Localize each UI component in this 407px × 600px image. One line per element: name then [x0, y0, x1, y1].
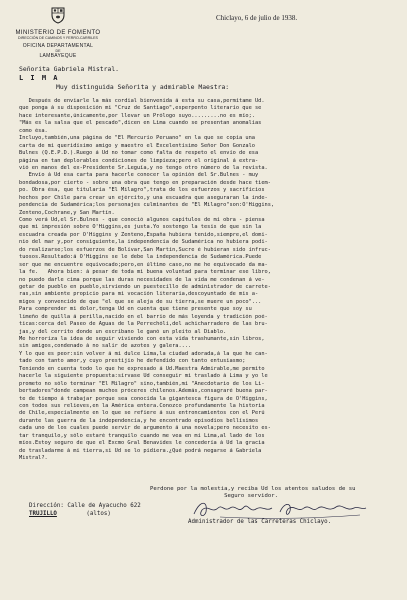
body-line: página en tan deplorables condiciones de limpieza;pero el original á extra-	[19, 157, 259, 164]
body-line: hechos por Chile para crear un ejército,y una escuadra que aseguraran la inde-	[19, 194, 268, 201]
body-line: ras,sin ambiente propicio para mi vocación literaria,descoyuntado de mis a-	[19, 291, 259, 298]
body-line: no puedo darle cima porque las duras necesidades de la vida me condenan á ve-	[19, 276, 265, 283]
body-line: Después de enviarle la más cordial bienvenida á esta su casa,permítame Ud.	[19, 98, 265, 104]
body-line: hace interesante,únicamente,por llevar un Prólogo suyo.........no es mío;.	[19, 112, 255, 119]
body-line: Como verá Ud,el Sr.Bulnes - que conoció algunos capítulos de mi obra - piensa	[19, 217, 265, 223]
body-line: como ésa.	[19, 127, 48, 134]
body-line: migos y convencido de que "el que se aleja de su tierra,se muere un poco"...	[19, 298, 262, 305]
body-line: Me horroriza la idea de seguir viviendo con esta vida trashumante,sin libros,	[19, 336, 265, 342]
body-line: do realizarse;los esfuerzos de Bolívar,San Martín,Sucre é hubieran sido infruc-	[19, 246, 271, 253]
address-city-line	[29, 511, 111, 517]
letter-body	[19, 98, 401, 462]
ministry-name: MINISTERIO DE FOMENTO	[15, 30, 101, 36]
body-line: cada uno de los cuales puede servir de argumento á una novela;pero necesito es-	[19, 425, 271, 432]
address-line: Dirección: Calle de Ayacucho 622	[29, 503, 141, 509]
body-line: "Más es la salsa que el pescado",dicen en Lima cuando se presentan anomalías	[19, 120, 262, 127]
body-line: Para comprender mi dolor,tenga Ud en cuenta que tiene presente que soy su	[19, 306, 252, 313]
body-line: hacerle la siguiente propuesta:sírvase Ud conseguir mi traslado á Lima y yo le	[19, 373, 268, 380]
direction-name: DIRECCIÓN DE CAMINOS Y FERRO-CARRILES	[18, 36, 98, 40]
region-name: LAMBAYEQUE	[39, 53, 77, 59]
body-line: de trasladarme á mi tierra,si Ud se lo pidiera.¿Qué podrá negarse á Gabriela	[19, 447, 262, 454]
body-line: tuosos.Resultado:á O'Higgins se le debe la independencia de Sudamérica.Puede	[19, 254, 262, 261]
body-line: bondadosa,por cierto - sobre una obra que tengo en preparación desde hace tiem-	[19, 179, 271, 186]
date-line	[216, 14, 297, 22]
address-floor: (altos)	[86, 511, 111, 517]
body-line: míos.Estoy seguro de que el Excmo Gral Benavides le concedería á Ud la gracia	[19, 440, 265, 447]
body-line: sin amigos,condenado á no salir de azotes y galera....	[19, 343, 192, 350]
body-line: pendencia de Sudamérica;los personajes culminantes de "El Milagro"son:O'Higgins,	[19, 202, 275, 209]
body-line: Incluyo,también,una página de "El Mercurio Peruano" en la que se copia una	[19, 135, 255, 142]
body-line: getar de pueblo en pueblo,sirviendo un puestecillo de administrador de carrete-	[19, 283, 271, 290]
body-line: tado con tanto amor,y cuyo prestijio he defendido con tanto entusiasmo;	[19, 358, 246, 365]
date-text: Chiclayo, 6 de julio de 1938.	[216, 14, 298, 22]
signer-title: Administrador de las Carreteras Chiclayo.	[188, 519, 332, 525]
office-name: OFICINA DEPARTAMENTAL	[22, 43, 94, 49]
body-line: Teniendo en cuenta todo lo que he expresado á Ud.Maestra Admirable,me permito	[19, 365, 265, 372]
body-line: Envío á Ud esa carta para hacerle conocer la opinión del Sr.Bulnes - muy	[19, 172, 259, 179]
body-line: carta de mi queridísimo amigo y maestro el Excelentísimo Señor Don Gonzalo	[19, 142, 255, 149]
body-line: la fe. Ahora bien: á pesar de toda mi buena voluntad para terminar ese libro,	[19, 269, 271, 276]
body-line: Y lo que es peor:sin volver á mi dulce Lima,la ciudad adorada,á la que he can-	[19, 350, 268, 357]
body-line: ser que me encuentre equivocado;pero,en último caso,no me he equivocado da ma-	[19, 261, 268, 268]
salutation: Muy distinguida Señorita y admirable Maestra:	[56, 83, 230, 91]
body-line: de Chile,especialmente en lo que se refiere á sus entroncamientos con el Perú	[19, 410, 265, 417]
body-line: Bulnes (Q.E.P.D.).Ruego á Ud no tomar como falta de respeto el envío de esa	[19, 150, 259, 157]
recipient-city: L I M A	[19, 74, 60, 82]
body-line: Zenteno,Cochrane,y San Martín.	[19, 209, 115, 216]
letterhead	[8, 6, 108, 59]
body-line: durante las guerra de la independencia,y he encontrado episodios bellísimos	[19, 417, 259, 424]
body-line: po. Obra ésa, que titularía "El Milagro",trata de los esfuerzos y sacrificios	[19, 187, 265, 194]
body-line: limeño de quilla á perilla,nacido en el barrio de más leyenda y tradición poé-	[19, 313, 268, 320]
body-line: nio del mar y,por consiguiente,la independencia de Sudamérica no hubiera podi-	[19, 239, 268, 246]
closing: Perdone por la molestia,y reciba Ud los atentos saludos de su Seguro servidor.	[150, 486, 356, 500]
body-line: vió en manos del ex-Presidente Sr.Leguía,y no tengo otro número de la revista.	[19, 164, 268, 171]
body-line: Mistral?.	[19, 455, 48, 461]
body-line: que ponga á su disposición mi "Cruz de Santiago",esperpento literario que se	[19, 105, 262, 112]
body-line: que mi impresión sobre O'Higgins,es justa.Yo sostengo la tesis de que sin la	[19, 224, 262, 231]
recipient-name: Señorita Gabriela Mistral.	[19, 65, 120, 73]
coat-of-arms-icon	[50, 6, 66, 24]
body-line: prometo no sólo terminar "El Milagro" sino,también,mi "Anecdotario de los Li-	[19, 380, 265, 387]
body-line: bertadores"donde campean muchos próceres chilenos.Además,consagraré buena par-	[19, 388, 268, 395]
body-line: jas,y del cerrito donde un escribano le ganó un pleito al Diablo.	[19, 328, 227, 335]
body-line: ticas:cerca del Paseo de Aguas de la Perrechóli,del achicharradero de las bru-	[19, 321, 268, 328]
body-line: escuadra creada por O'Higgins y Zenteno,España hubiera tenido,siempre,el domi-	[19, 231, 268, 238]
body-line: con todos sus relieves,en la América entera.Conozco profundamente la historia	[19, 402, 265, 409]
office-de: DE	[55, 49, 61, 53]
address-city: TRUJILLO	[29, 511, 57, 517]
body-line: tar tranquilo,y sólo estaré tranquilo cuando me vea en mi Lima,al lado de los	[19, 432, 265, 439]
body-line: te de tiempo á trabajar porque sea conocida la gigantesca figura de O'Higgins,	[19, 395, 268, 402]
